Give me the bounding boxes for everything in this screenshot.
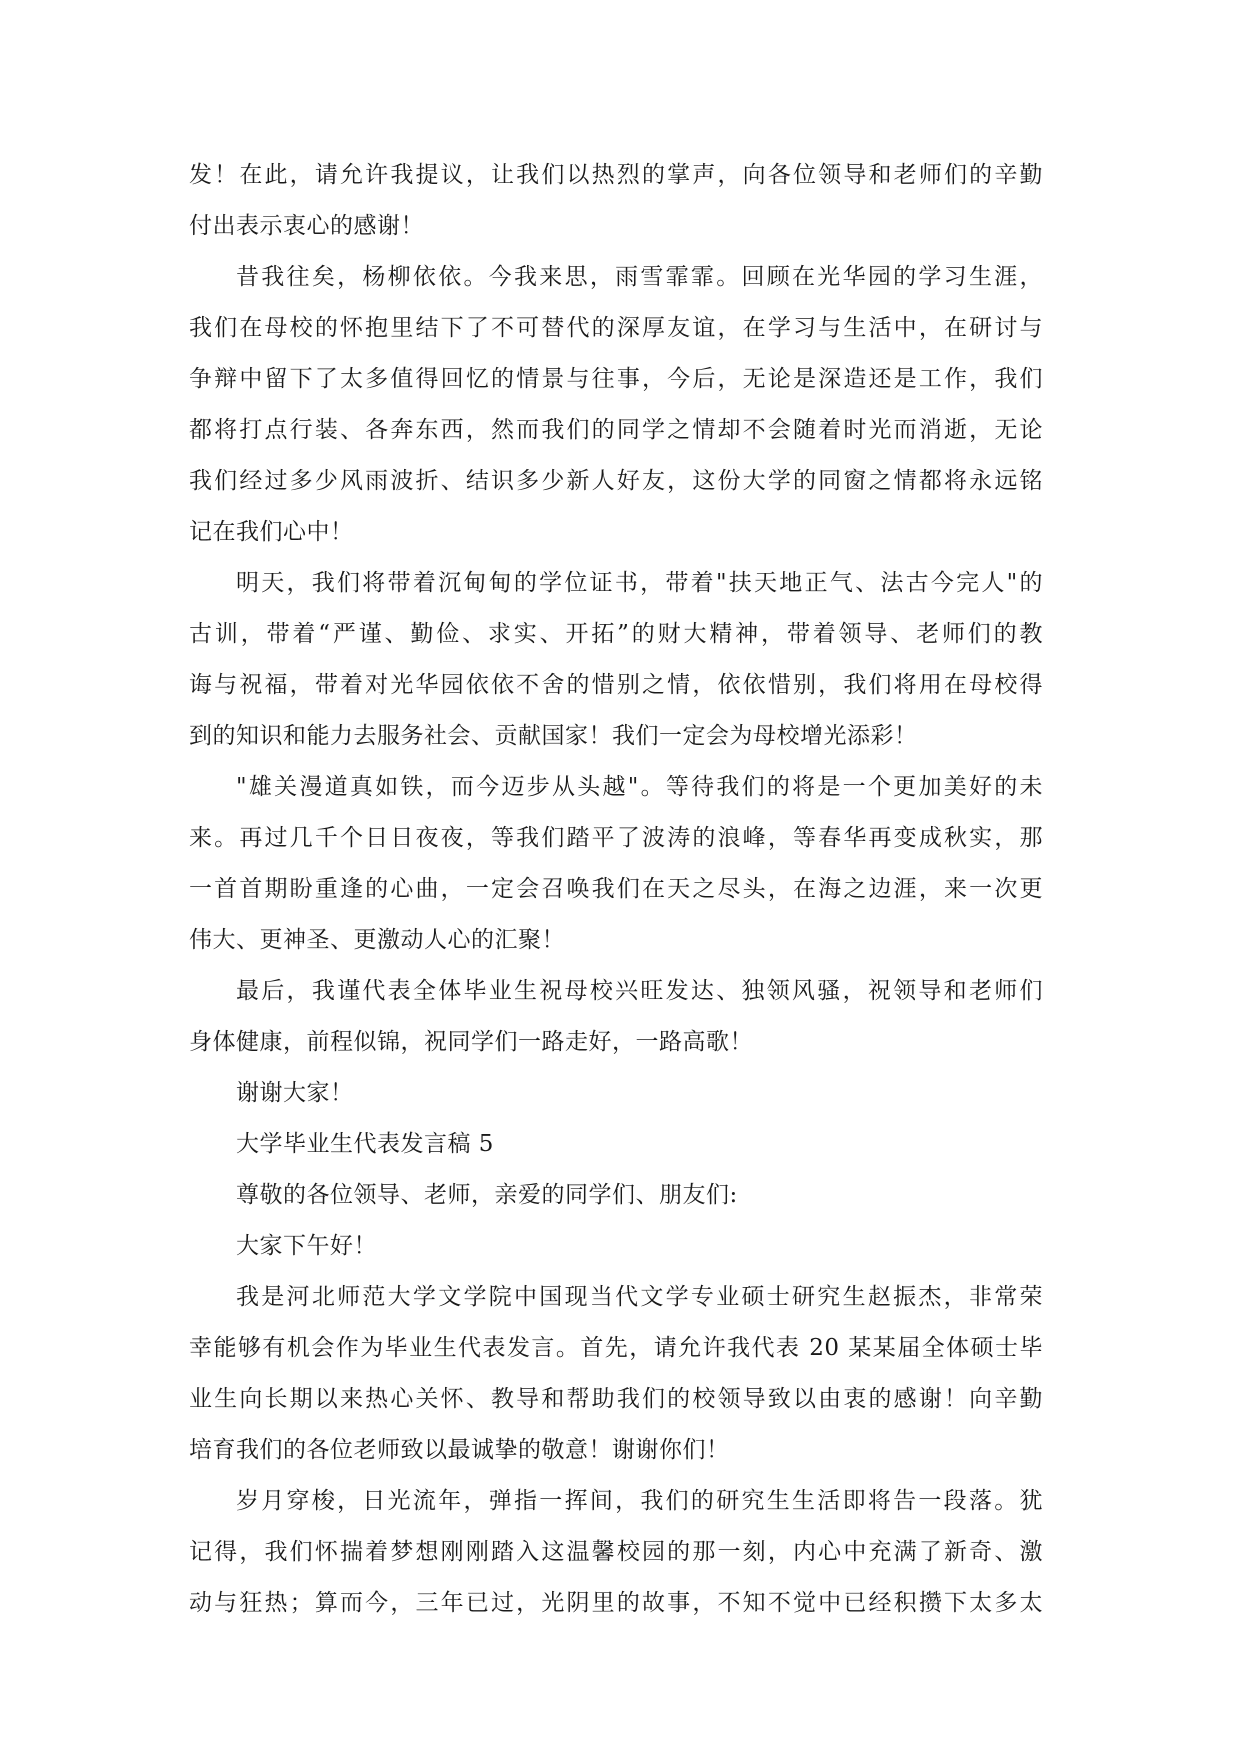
text-line: 我们在母校的怀抱里结下了不可替代的深厚友谊，在学习与生活中，在研讨与 [189, 315, 1043, 341]
text-line: 最后，我谨代表全体毕业生祝母校兴旺发达、独领风骚，祝领导和老师们 [236, 978, 1043, 1004]
text-line: "雄关漫道真如铁，而今迈步从头越"。等待我们的将是一个更加美好的未 [236, 774, 1043, 800]
text-line: 我们经过多少风雨波折、结识多少新人好友，这份大学的同窗之情都将永远铭 [189, 468, 1043, 494]
text-line: 尊敬的各位领导、老师，亲爱的同学们、朋友们: [236, 1182, 738, 1208]
document-page [189, 150, 1043, 1629]
text-line: 动与狂热；算而今，三年已过，光阴里的故事，不知不觉中已经积攒下太多太 [189, 1590, 1043, 1616]
text-line: 大学毕业生代表发言稿 5 [236, 1131, 494, 1157]
text-line: 记在我们心中！ [189, 519, 354, 545]
text-line: 发！在此，请允许我提议，让我们以热烈的掌声，向各位领导和老师们的辛勤 [189, 162, 1043, 188]
text-line: 到的知识和能力去服务社会、贡献国家！我们一定会为母校增光添彩！ [189, 723, 918, 749]
text-line: 古训，带着“严谨、勤俭、求实、开拓”的财大精神，带着领导、老师们的教 [189, 621, 1043, 647]
text-line: 大家下午好！ [236, 1233, 377, 1259]
text-line: 诲与祝福，带着对光华园依依不舍的惜别之情，依依惜别，我们将用在母校得 [189, 672, 1043, 698]
text-line: 伟大、更神圣、更激动人心的汇聚！ [189, 927, 565, 953]
text-line: 业生向长期以来热心关怀、教导和帮助我们的校领导致以由衷的感谢！向辛勤 [189, 1386, 1043, 1412]
text-line: 谢谢大家！ [236, 1080, 354, 1106]
text-line: 我是河北师范大学文学院中国现当代文学专业硕士研究生赵振杰，非常荣 [236, 1284, 1043, 1310]
text-line: 记得，我们怀揣着梦想刚刚踏入这温馨校园的那一刻，内心中充满了新奇、激 [189, 1539, 1043, 1565]
text-line: 幸能够有机会作为毕业生代表发言。首先，请允许我代表 20 某某届全体硕士毕 [189, 1335, 1043, 1361]
text-line: 昔我往矣，杨柳依依。今我来思，雨雪霏霏。回顾在光华园的学习生涯， [236, 264, 1043, 290]
text-line: 培育我们的各位老师致以最诚挚的敬意！谢谢你们！ [189, 1437, 730, 1463]
text-line: 争辩中留下了太多值得回忆的情景与往事，今后，无论是深造还是工作，我们 [189, 366, 1043, 392]
text-line: 都将打点行装、各奔东西，然而我们的同学之情却不会随着时光而消逝，无论 [189, 417, 1043, 443]
text-line: 付出表示衷心的感谢！ [189, 213, 424, 239]
text-line: 来。再过几千个日日夜夜，等我们踏平了波涛的浪峰，等春华再变成秋实，那 [189, 825, 1043, 851]
text-line: 身体健康，前程似锦，祝同学们一路走好，一路高歌！ [189, 1029, 753, 1055]
text-line: 明天，我们将带着沉甸甸的学位证书，带着"扶天地正气、法古今完人"的 [236, 570, 1043, 596]
text-line: 一首首期盼重逢的心曲，一定会召唤我们在天之尽头，在海之边涯，来一次更 [189, 876, 1043, 902]
text-line: 岁月穿梭，日光流年，弹指一挥间，我们的研究生生活即将告一段落。犹 [236, 1488, 1043, 1514]
